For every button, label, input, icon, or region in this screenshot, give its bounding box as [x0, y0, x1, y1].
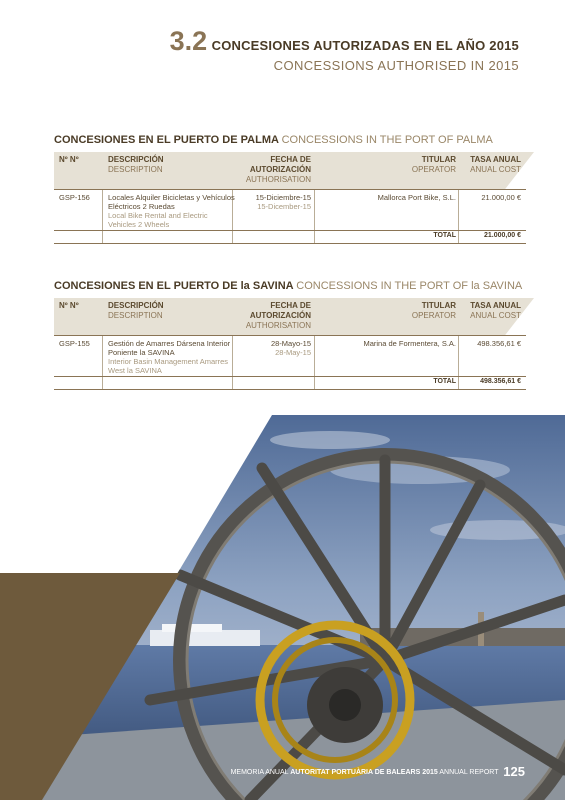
table-title: CONCESIONES EN EL PUERTO DE PALMA CONCESSIONS IN THE PORT OF PALMA — [54, 134, 493, 146]
row-number: GSP-155 — [59, 339, 90, 348]
row-number: GSP-156 — [59, 193, 90, 202]
col-description: DESCRIPCIÓN DESCRIPTION — [108, 155, 164, 174]
page-number: 125 — [503, 764, 525, 779]
total-amount: 498.356,61 € — [480, 378, 521, 385]
section-number: 3.2 — [169, 26, 208, 56]
page-footer: MEMORIA ANUAL AUTORITAT PORTUÀRIA DE BALEARS 2015 ANNUAL REPORT 125 — [230, 764, 525, 779]
col-fee: TASA ANUAL ANUAL COST — [470, 301, 521, 320]
total-label: TOTAL — [433, 378, 456, 385]
total-amount: 21.000,00 € — [484, 232, 521, 239]
col-description: DESCRIPCIÓN DESCRIPTION — [108, 301, 164, 320]
col-fee: TASA ANUAL ANUAL COST — [470, 155, 521, 174]
row-holder: Marina de Formentera, S.A. — [363, 339, 456, 348]
col-holder: TITULAR OPERATOR — [411, 155, 456, 174]
row-date: 28-Mayo-15 28-May-15 — [270, 339, 311, 357]
total-label: TOTAL — [433, 232, 456, 239]
row-fee: 498.356,61 € — [477, 339, 521, 348]
col-holder: TITULAR OPERATOR — [411, 301, 456, 320]
table-title: CONCESIONES EN EL PUERTO DE la SAVINA CONCESSIONS IN THE PORT OF la SAVINA — [54, 280, 523, 292]
col-number: Nº Nº — [59, 301, 79, 310]
row-description: Gestión de Amarres Dársena Interior Poniente la SAVINA Interior Basin Management Amarres West la SAVINA — [108, 339, 231, 375]
section-title: CONCESIONES AUTORIZADAS EN EL AÑO 2015 — [211, 38, 519, 53]
col-date: FECHA DE AUTORIZACIÓN AUTHORISATION — [245, 155, 311, 184]
row-date: 15-Diciembre-15 15-Dicember-15 — [255, 193, 311, 211]
row-holder: Mallorca Port Bike, S.L. — [377, 193, 456, 202]
col-date: FECHA DE AUTORIZACIÓN AUTHORISATION — [245, 301, 311, 330]
col-number: Nº Nº — [59, 155, 79, 164]
section-subtitle: CONCESSIONS AUTHORISED IN 2015 — [273, 58, 519, 73]
row-fee: 21.000,00 € — [481, 193, 521, 202]
row-description: Locales Alquiler Bicicletas y Vehículos Eléctricos 2 Ruedas Local Bike Rental and Electric Vehicles 2 Wheels — [108, 193, 235, 229]
